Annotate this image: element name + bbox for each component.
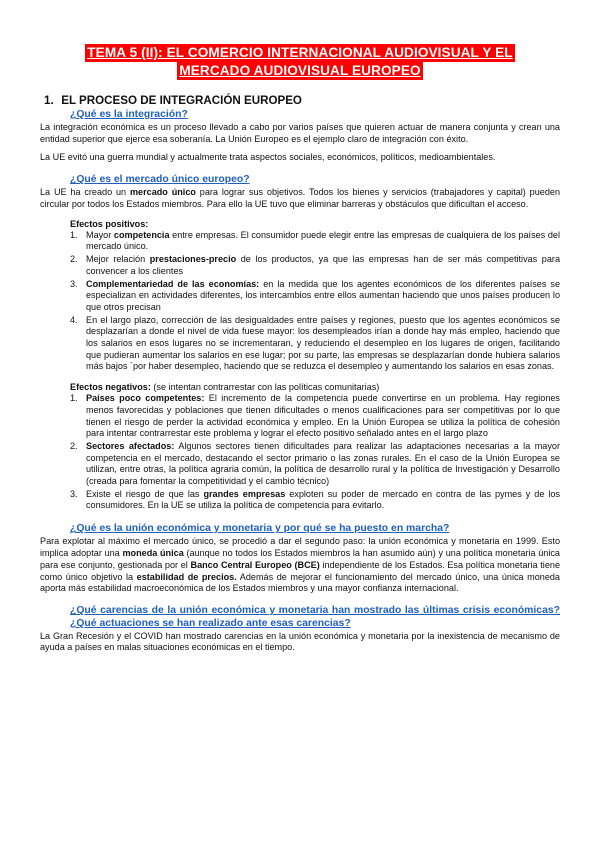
list-item: 1. Mayor competencia entre empresas. El consumidor puede elegir entre las empresas de cualquiera de los países del mercado único.: [70, 229, 560, 252]
positive-effects-list: [40, 230, 560, 373]
section-title: EL PROCESO DE INTEGRACIÓN EUROPEO: [61, 94, 302, 107]
paragraph: La Gran Recesión y el COVID han mostrado carencias en la unión económica y monetaria por la inexistencia de mecanismo de ayuda a países en malas situaciones económicas en el tiempo.: [40, 630, 560, 653]
section-heading: [44, 94, 560, 107]
question-union-monetaria: ¿Qué es la unión económica y monetaria y por qué se ha puesto en marcha?: [70, 523, 450, 535]
question-mercado-unico: ¿Qué es el mercado único europeo?: [70, 174, 250, 186]
paragraph: La UE ha creado un mercado único para lograr sus objetivos. Todos los bienes y servicios (trabajadores y capital) pueden circular por todos los Estados miembros. Para ello la UE tuvo que eliminar barreras y obstáculos que dificultan el acceso.: [40, 186, 561, 209]
list-item: 3. Existe el riesgo de que las grandes empresas exploten su poder de mercado en contra de las pymes y de los consumidores. En la UE se utiliza la política de competencia para evitarlo.: [70, 488, 560, 511]
list-item: 3. Complementariedad de las economías: en la medida que los agentes económicos de los diferentes países se especializan en actividades diferentes, los intercambios entre ellos aumentan haciendo que unos países producen lo que otros precisan: [70, 278, 560, 312]
title-line-1: TEMA 5 (II): EL COMERCIO INTERNACIONAL AUDIOVISUAL Y EL: [87, 45, 513, 60]
list-item: 1. Países poco competentes: El incremento de la competencia puede convertirse en un problema. Hay regiones menos favorecidas y poblaciones que tienen dificultades o menos cualificaciones para ser competitivas por lo que tienen el riesgo de perder la actividad económica y empleo. En la Unión Europea se utiliza la política de cohesión para intentar contrarrestar este problema y lograr el efecto positivo señalado antes en el largo plazo: [70, 393, 560, 439]
section-number: 1.: [44, 94, 54, 107]
list-item: 4. En el largo plazo, corrección de las desigualdades entre países y regiones, puesto que los agentes económicos se desplazarían a donde el nivel de vida fuese mayor: los desempleados irían a donde hay más empleo, haciendo que los salarios en esos lugares no se incrementaran, y reduciendo el desempleo en los lugares de origen, facilitando que pudieran aumentar los salarios en ese lugar; por su parte, las empresas se desplazarían donde hubiera salarios más bajos `por haber desempleo, haciendo que se reduzca el desempleo y aumentando los salarios en esas zonas.: [70, 314, 560, 372]
question-carencias: ¿Qué carencias de la unión económica y monetaria han mostrado las últimas crisis económicas? ¿Qué actuaciones se han realizado ante esas carencias?: [70, 605, 560, 629]
negative-effects-list: [40, 393, 560, 512]
positive-effects-label: Efectos positivos:: [70, 218, 149, 229]
title-line-2: MERCADO AUDIOVISUAL EUROPEO: [179, 63, 421, 78]
negative-effects-label: Efectos negativos: (se intentan contrarrestar con las políticas comunitarias): [70, 382, 380, 393]
list-item: 2. Mejor relación prestaciones-precio de los productos, ya que las empresas han de ser más competitivas para convencer a los clientes: [70, 254, 560, 276]
document-title: [40, 44, 560, 80]
paragraph: Para explotar al máximo el mercado único, se procedió a dar el segundo paso: la unión económica y monetaria en 1999. Esto implica adoptar una moneda única (aunque no todos los Estados miembros la han asumido aún) y una política monetaria única para ese conjunto, gestionada por el Banco Central Europeo (BCE) independiente de los Estados. Esa política monetaria tiene como único objetivo la estabilidad de precios. Además de mejorar el funcionamiento del mercado único, una única moneda aporta más estabilidad macroeconómica de los Estados miembros y una mayor confianza internacional.: [40, 535, 561, 594]
list-item: 2. Sectores afectados: Algunos sectores tienen dificultades para realizar las adaptaciones necesarias a la mayor competencia en el mercado, destacando el sector primario o las zonas rurales. En el caso de la Unión Europea se utilizan, entre otras, la política agraria común, la política de desarrollo rural y la política de Investigación y Desarrollo (creada para fomentar la competitividad y el cambio técnico): [70, 440, 560, 487]
paragraph: La UE evitó una guerra mundial y actualmente trata aspectos sociales, económicos, políticos, medioambientales.: [40, 152, 496, 163]
paragraph: La integración económica es un proceso llevado a cabo por varios países que quieren actuar de manera conjunta y crean una entidad superior que ejerce esa soberanía. La Unión Europeo es el ejemplo claro de integración con éxito.: [40, 121, 560, 144]
question-integracion: ¿Qué es la integración?: [70, 109, 188, 120]
